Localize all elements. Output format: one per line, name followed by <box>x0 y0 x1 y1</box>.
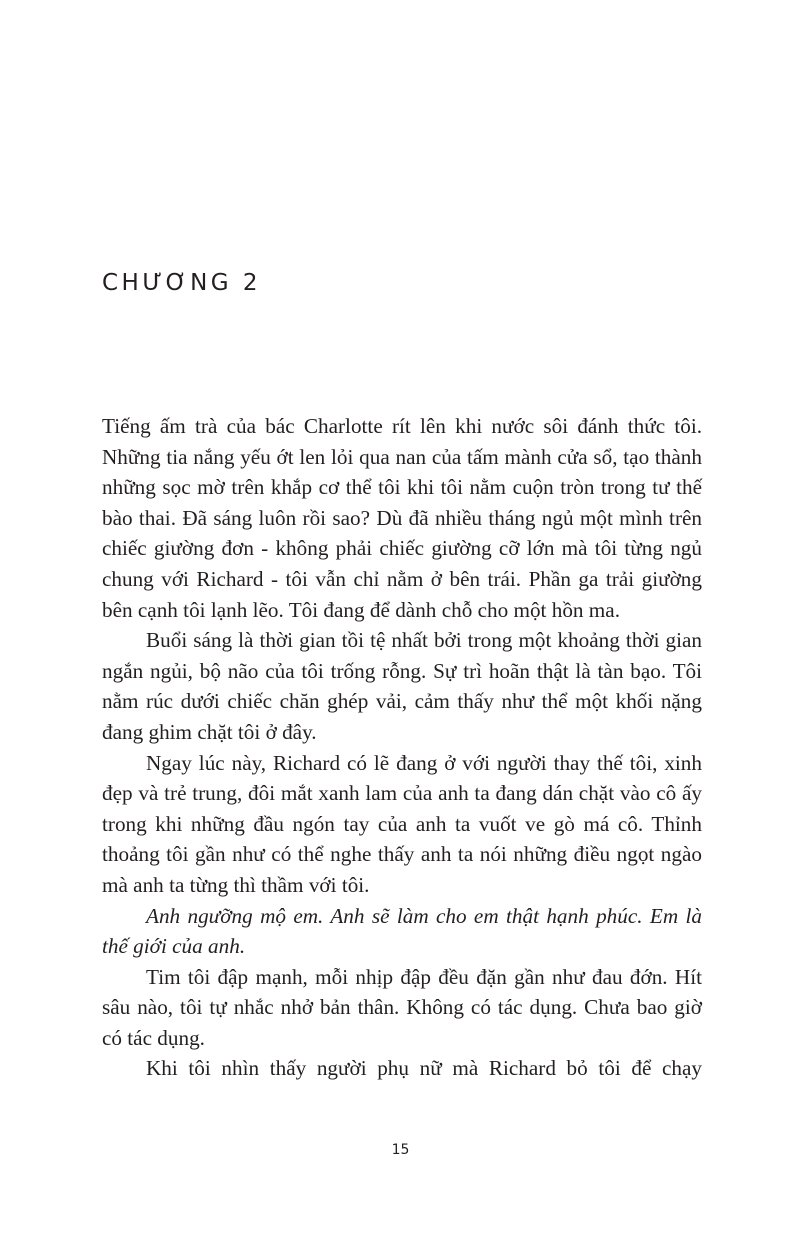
page-number: 15 <box>391 1142 410 1158</box>
italic-quote-paragraph: Anh ngưỡng mộ em. Anh sẽ làm cho em thật hạnh phúc. Em là thế giới của anh. <box>102 903 702 959</box>
chapter-body <box>102 411 702 1084</box>
paragraph-5: Tim tôi đập mạnh, mỗi nhịp đập đều đặn gần như đau đớn. Hít sâu nào, tôi tự nhắc nhở bản thân. Không có tác dụng. Chưa bao giờ có tác dụng. <box>102 964 702 1050</box>
chapter-heading: CHƯƠNG 2 <box>102 270 262 296</box>
paragraph-6: Khi tôi nhìn thấy người phụ nữ mà Richard bỏ tôi để chạy <box>146 1056 702 1081</box>
paragraph-1: Tiếng ấm trà của bác Charlotte rít lên khi nước sôi đánh thức tôi. Những tia nắng yếu ớt len lỏi qua nan của tấm mành cửa sổ, tạo thành những sọc mờ trên khắp cơ thể tôi khi tôi nằm cuộn tròn trong tư thế bào thai. Đã sáng luôn rồi sao? Dù đã nhiều tháng ngủ một mình trên chiếc giường đơn - không phải chiếc giường cỡ lớn mà tôi từng ngủ chung với Richard - tôi vẫn chỉ nằm ở bên trái. Phần ga trải giường bên cạnh tôi lạnh lẽo. Tôi đang để dành chỗ cho một hồn ma. <box>102 414 702 622</box>
paragraph-3: Ngay lúc này, Richard có lẽ đang ở với người thay thế tôi, xinh đẹp và trẻ trung, đôi mắt xanh lam của anh ta đang dán chặt vào cô ấy trong khi những đầu ngón tay của anh ta vuốt ve gò má cô. Thỉnh thoảng tôi gần như có thể nghe thấy anh ta nói những điều ngọt ngào mà anh ta từng thì thầm với tôi. <box>102 750 702 897</box>
paragraph-2: Buổi sáng là thời gian tồi tệ nhất bởi trong một khoảng thời gian ngắn ngủi, bộ não của tôi trống rỗng. Sự trì hoãn thật là tàn bạo. Tôi nằm rúc dưới chiếc chăn ghép vải, cảm thấy như thể một khối nặng đang ghim chặt tôi ở đây. <box>102 628 702 744</box>
